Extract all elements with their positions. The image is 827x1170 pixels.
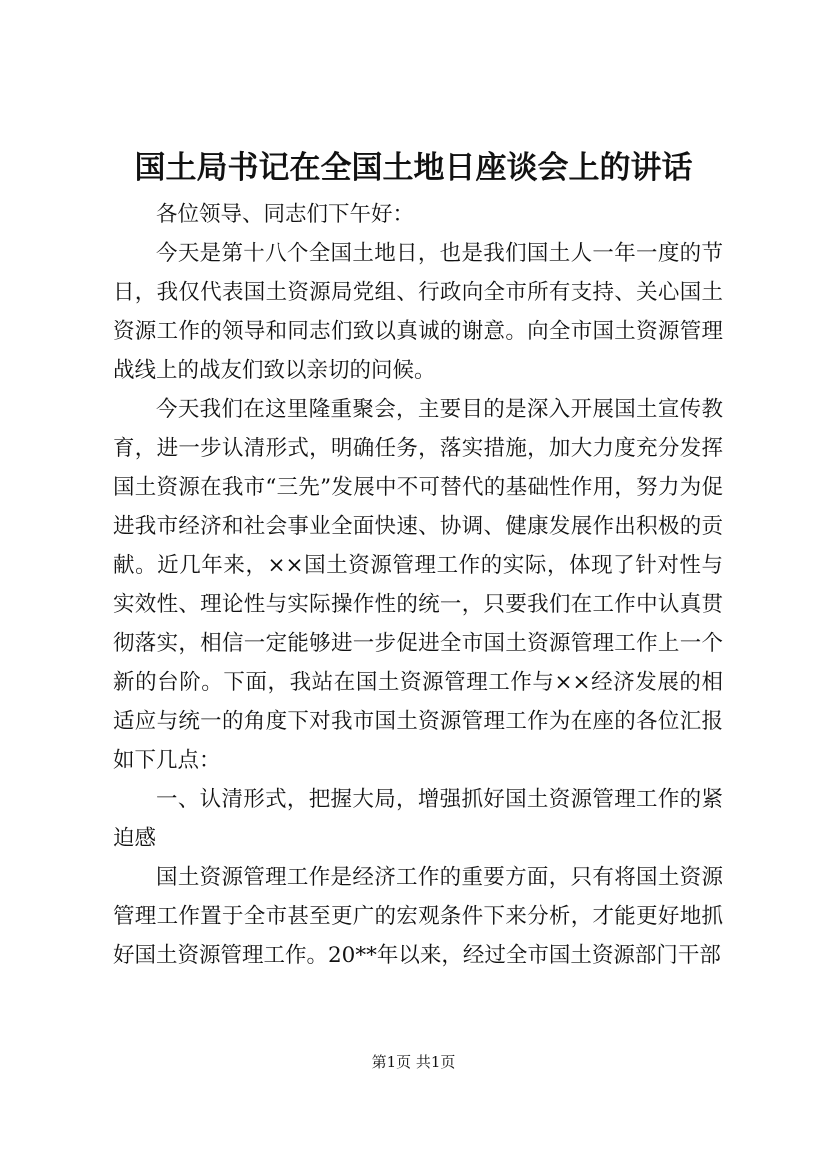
section-heading-1: 一、认清形式，把握大局，增强抓好国土资源管理工作的紧迫感 [113, 787, 723, 851]
document-body [113, 195, 723, 975]
paragraph-1: 今天是第十八个全国土地日，也是我们国土人一年一度的节日，我仅代表国土资源局党组、行政向全市所有支持、关心国土资源工作的领导和同志们致以真诚的谢意。向全市国土资源管理战线上的战友们致以亲切的问候。 [113, 241, 723, 383]
paragraph-greeting: 各位领导、同志们下午好： [156, 202, 415, 227]
paragraph-3: 国土资源管理工作是经济工作的重要方面，只有将国土资源管理工作置于全市甚至更广的宏观条件下来分析，才能更好地抓好国土资源管理工作。20**年以来，经过全市国土资源部门干部 [113, 865, 723, 968]
document-title: 国土局书记在全国土地日座谈会上的讲话 [134, 150, 693, 186]
paragraph-2: 今天我们在这里隆重聚会，主要目的是深入开展国土宣传教育，进一步认清形式，明确任务，落实措施，加大力度充分发挥国土资源在我市“三先”发展中不可替代的基础性作用，努力为促进我市经济和社会事业全面快速、协调、健康发展作出积极的贡献。近几年来，××国土资源管理工作的实际，体现了针对性与实效性、理论性与实际操作性的统一，只要我们在工作中认真贯彻落实，相信一定能够进一步促进全市国土资源管理工作上一个新的台阶。下面，我站在国土资源管理工作与××经济发展的相适应与统一的角度下对我市国土资源管理工作为在座的各位汇报如下几点： [113, 397, 723, 773]
page-footer: 第1页 共1页 [371, 1053, 456, 1071]
